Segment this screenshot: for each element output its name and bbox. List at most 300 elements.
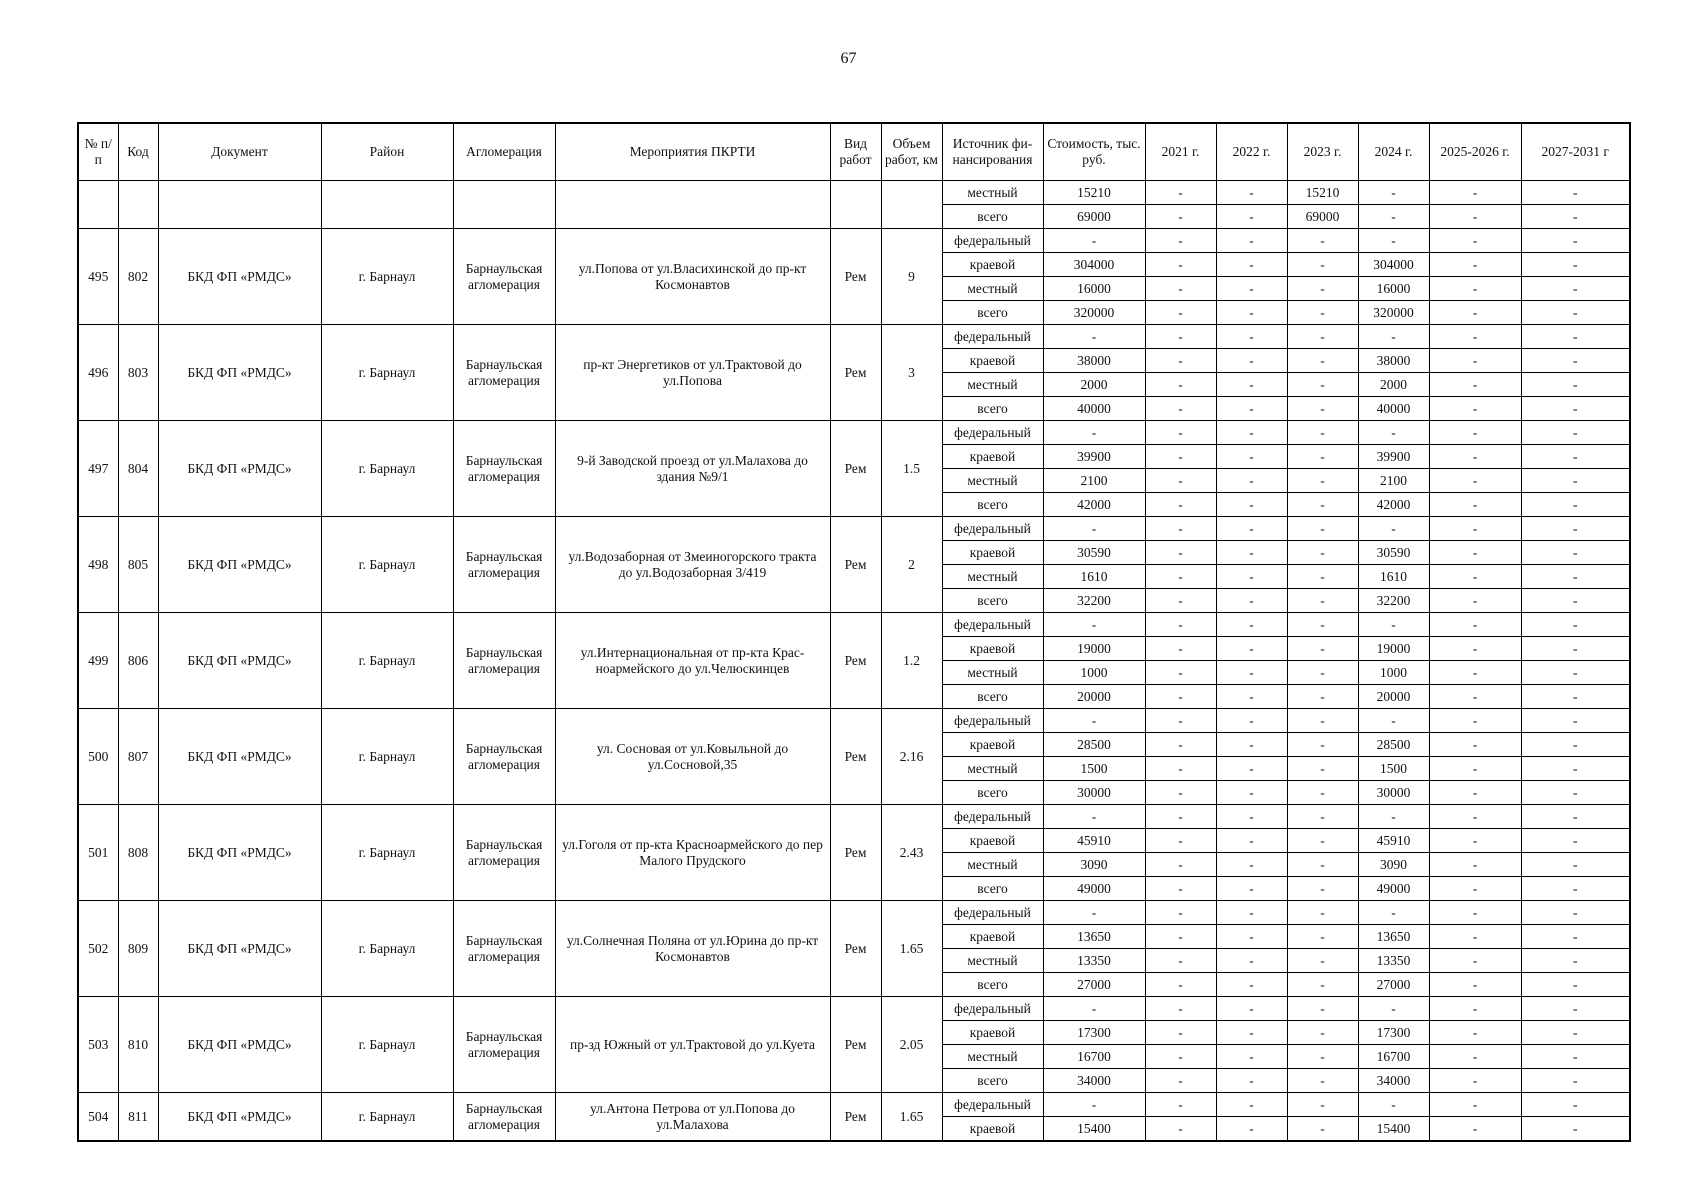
row-code: 811 [118, 1093, 158, 1142]
cell-year-2027-2031: - [1521, 949, 1630, 973]
row-district-empty [321, 181, 453, 229]
cell-year-2021: - [1145, 421, 1216, 445]
cell-year-2022: - [1216, 349, 1287, 373]
cell-cost: - [1043, 1093, 1145, 1117]
cell-year-2021: - [1145, 661, 1216, 685]
col-header-work-type: Вид работ [830, 123, 881, 181]
cell-year-2025-2026: - [1429, 661, 1521, 685]
cell-year-2025-2026: - [1429, 877, 1521, 901]
cell-year-2022: - [1216, 949, 1287, 973]
cell-cost: 38000 [1043, 349, 1145, 373]
cell-funding-source: краевой [942, 1117, 1043, 1142]
cell-cost: - [1043, 421, 1145, 445]
cell-year-2022: - [1216, 685, 1287, 709]
row-activity: 9-й Заводской проезд от ул.Малахова до здания №9/1 [555, 421, 830, 517]
cell-year-2021: - [1145, 997, 1216, 1021]
cell-year-2024: - [1358, 997, 1429, 1021]
cell-year-2025-2026: - [1429, 997, 1521, 1021]
table-row [78, 421, 1630, 445]
cell-cost: 28500 [1043, 733, 1145, 757]
cell-year-2023: - [1287, 1093, 1358, 1117]
row-number: 501 [78, 805, 118, 901]
row-work-type: Рем [830, 805, 881, 901]
row-work-type: Рем [830, 517, 881, 613]
cell-funding-source: федеральный [942, 517, 1043, 541]
row-activity: ул.Гоголя от пр-кта Красноармейского до пер Малого Прудского [555, 805, 830, 901]
cell-year-2021: - [1145, 757, 1216, 781]
cell-year-2021: - [1145, 397, 1216, 421]
cell-year-2023: - [1287, 373, 1358, 397]
cell-cost: 13650 [1043, 925, 1145, 949]
cell-cost: 16700 [1043, 1045, 1145, 1069]
cell-year-2022: - [1216, 997, 1287, 1021]
cell-funding-source: всего [942, 973, 1043, 997]
cell-year-2023: - [1287, 445, 1358, 469]
row-document: БКД ФП «РМДС» [158, 325, 321, 421]
cell-year-2024: 13650 [1358, 925, 1429, 949]
row-work-type: Рем [830, 997, 881, 1093]
cell-funding-source: краевой [942, 637, 1043, 661]
cell-year-2024: 15400 [1358, 1117, 1429, 1142]
cell-cost: - [1043, 613, 1145, 637]
cell-year-2022: - [1216, 541, 1287, 565]
cell-funding-source: всего [942, 685, 1043, 709]
cell-year-2025-2026: - [1429, 373, 1521, 397]
cell-year-2023: - [1287, 877, 1358, 901]
cell-year-2027-2031: - [1521, 685, 1630, 709]
cell-year-2023: - [1287, 613, 1358, 637]
cell-cost: 2000 [1043, 373, 1145, 397]
cell-year-2023: - [1287, 757, 1358, 781]
cell-year-2027-2031: - [1521, 397, 1630, 421]
cell-year-2022: - [1216, 517, 1287, 541]
cell-year-2025-2026: - [1429, 1117, 1521, 1142]
cell-funding-source: федеральный [942, 421, 1043, 445]
cell-year-2025-2026: - [1429, 205, 1521, 229]
cell-year-2021: - [1145, 781, 1216, 805]
cell-year-2024: - [1358, 517, 1429, 541]
cell-year-2023: - [1287, 589, 1358, 613]
cell-year-2024: 42000 [1358, 493, 1429, 517]
cell-year-2023: - [1287, 541, 1358, 565]
row-code: 806 [118, 613, 158, 709]
cell-year-2022: - [1216, 421, 1287, 445]
cell-year-2024: - [1358, 901, 1429, 925]
cell-funding-source: местный [942, 469, 1043, 493]
cell-year-2027-2031: - [1521, 853, 1630, 877]
row-district: г. Барнаул [321, 421, 453, 517]
row-district: г. Барнаул [321, 517, 453, 613]
cell-year-2023: - [1287, 301, 1358, 325]
cell-year-2021: - [1145, 541, 1216, 565]
cell-cost: 42000 [1043, 493, 1145, 517]
cell-year-2025-2026: - [1429, 253, 1521, 277]
cell-year-2024: - [1358, 181, 1429, 205]
cell-year-2025-2026: - [1429, 805, 1521, 829]
cell-year-2021: - [1145, 1021, 1216, 1045]
row-code: 807 [118, 709, 158, 805]
row-number: 499 [78, 613, 118, 709]
cell-year-2024: 2000 [1358, 373, 1429, 397]
cell-year-2022: - [1216, 901, 1287, 925]
cell-year-2021: - [1145, 229, 1216, 253]
cell-year-2024: 19000 [1358, 637, 1429, 661]
cell-funding-source: краевой [942, 1021, 1043, 1045]
cell-cost: 45910 [1043, 829, 1145, 853]
cell-year-2024: - [1358, 613, 1429, 637]
cell-year-2027-2031: - [1521, 1045, 1630, 1069]
cell-year-2027-2031: - [1521, 277, 1630, 301]
cell-year-2023: - [1287, 1117, 1358, 1142]
cell-year-2022: - [1216, 733, 1287, 757]
cell-year-2021: - [1145, 565, 1216, 589]
table-row [78, 709, 1630, 733]
cell-year-2025-2026: - [1429, 613, 1521, 637]
cell-funding-source: федеральный [942, 805, 1043, 829]
cell-year-2027-2031: - [1521, 1069, 1630, 1093]
cell-year-2023: - [1287, 565, 1358, 589]
cell-year-2021: - [1145, 1045, 1216, 1069]
cell-year-2027-2031: - [1521, 589, 1630, 613]
row-work-type: Рем [830, 229, 881, 325]
cell-funding-source: краевой [942, 349, 1043, 373]
cell-year-2022: - [1216, 373, 1287, 397]
row-code: 810 [118, 997, 158, 1093]
row-activity: ул.Солнечная Поляна от ул.Юрина до пр-кт Космонавтов [555, 901, 830, 997]
cell-year-2023: - [1287, 661, 1358, 685]
row-district: г. Барнаул [321, 613, 453, 709]
cell-year-2025-2026: - [1429, 589, 1521, 613]
cell-year-2023: - [1287, 853, 1358, 877]
cell-year-2025-2026: - [1429, 901, 1521, 925]
row-code: 802 [118, 229, 158, 325]
cell-year-2021: - [1145, 829, 1216, 853]
cell-cost: 34000 [1043, 1069, 1145, 1093]
cell-funding-source: всего [942, 781, 1043, 805]
cell-cost: - [1043, 517, 1145, 541]
page-number: 67 [840, 50, 857, 67]
cell-year-2022: - [1216, 925, 1287, 949]
row-district: г. Барнаул [321, 325, 453, 421]
cell-year-2022: - [1216, 1093, 1287, 1117]
cell-cost: 15400 [1043, 1117, 1145, 1142]
cell-year-2025-2026: - [1429, 565, 1521, 589]
cell-year-2022: - [1216, 829, 1287, 853]
cell-year-2024: 20000 [1358, 685, 1429, 709]
col-header-volume: Объем работ, км [881, 123, 942, 181]
row-work-type-empty [830, 181, 881, 229]
cell-year-2022: - [1216, 181, 1287, 205]
cell-year-2024: 30590 [1358, 541, 1429, 565]
cell-year-2022: - [1216, 205, 1287, 229]
cell-year-2023: - [1287, 421, 1358, 445]
row-agglomeration: Барнаульская агломерация [453, 229, 555, 325]
row-agglomeration-empty [453, 181, 555, 229]
cell-funding-source: местный [942, 757, 1043, 781]
col-header-2022: 2022 г. [1216, 123, 1287, 181]
table-row [78, 901, 1630, 925]
col-header-2023: 2023 г. [1287, 123, 1358, 181]
cell-year-2022: - [1216, 805, 1287, 829]
cell-year-2023: - [1287, 781, 1358, 805]
row-district: г. Барнаул [321, 709, 453, 805]
cell-year-2022: - [1216, 637, 1287, 661]
cell-year-2027-2031: - [1521, 253, 1630, 277]
cell-year-2021: - [1145, 877, 1216, 901]
row-district: г. Барнаул [321, 229, 453, 325]
table-row [78, 517, 1630, 541]
cell-year-2021: - [1145, 205, 1216, 229]
cell-year-2022: - [1216, 853, 1287, 877]
cell-year-2027-2031: - [1521, 637, 1630, 661]
row-volume: 2.43 [881, 805, 942, 901]
cell-funding-source: федеральный [942, 325, 1043, 349]
cell-cost: 16000 [1043, 277, 1145, 301]
cell-cost: 1000 [1043, 661, 1145, 685]
cell-year-2025-2026: - [1429, 757, 1521, 781]
row-district: г. Барнаул [321, 997, 453, 1093]
row-document: БКД ФП «РМДС» [158, 709, 321, 805]
cell-year-2025-2026: - [1429, 493, 1521, 517]
cell-year-2025-2026: - [1429, 973, 1521, 997]
cell-year-2025-2026: - [1429, 1021, 1521, 1045]
cell-cost: - [1043, 901, 1145, 925]
cell-year-2024: - [1358, 229, 1429, 253]
cell-funding-source: всего [942, 301, 1043, 325]
cell-year-2022: - [1216, 1021, 1287, 1045]
col-header-2025-2026: 2025-2026 г. [1429, 123, 1521, 181]
row-document: БКД ФП «РМДС» [158, 1093, 321, 1142]
cell-year-2021: - [1145, 349, 1216, 373]
cell-year-2021: - [1145, 373, 1216, 397]
cell-cost: 1500 [1043, 757, 1145, 781]
cell-year-2021: - [1145, 949, 1216, 973]
cell-funding-source: краевой [942, 253, 1043, 277]
cell-year-2021: - [1145, 685, 1216, 709]
cell-year-2022: - [1216, 1069, 1287, 1093]
cell-year-2024: 28500 [1358, 733, 1429, 757]
row-number: 497 [78, 421, 118, 517]
row-volume: 2.05 [881, 997, 942, 1093]
cell-year-2022: - [1216, 397, 1287, 421]
cell-funding-source: краевой [942, 733, 1043, 757]
cell-year-2024: - [1358, 421, 1429, 445]
cell-year-2024: 45910 [1358, 829, 1429, 853]
cell-year-2023: - [1287, 733, 1358, 757]
row-agglomeration: Барнаульская агломерация [453, 325, 555, 421]
cell-year-2022: - [1216, 1117, 1287, 1142]
cell-year-2027-2031: - [1521, 1117, 1630, 1142]
cell-year-2023: - [1287, 397, 1358, 421]
table-row [78, 805, 1630, 829]
cell-year-2027-2031: - [1521, 229, 1630, 253]
row-document: БКД ФП «РМДС» [158, 517, 321, 613]
row-code: 808 [118, 805, 158, 901]
cell-year-2027-2031: - [1521, 565, 1630, 589]
cell-year-2022: - [1216, 253, 1287, 277]
row-activity: пр-зд Южный от ул.Трактовой до ул.Куета [555, 997, 830, 1093]
table-row [78, 325, 1630, 349]
cell-year-2027-2031: - [1521, 517, 1630, 541]
cell-year-2024: 38000 [1358, 349, 1429, 373]
cell-year-2022: - [1216, 781, 1287, 805]
cell-funding-source: федеральный [942, 1093, 1043, 1117]
cell-cost: 32200 [1043, 589, 1145, 613]
cell-cost: 1610 [1043, 565, 1145, 589]
cell-year-2027-2031: - [1521, 781, 1630, 805]
row-document: БКД ФП «РМДС» [158, 421, 321, 517]
cell-year-2025-2026: - [1429, 949, 1521, 973]
cell-year-2024: 32200 [1358, 589, 1429, 613]
cell-year-2021: - [1145, 613, 1216, 637]
cell-funding-source: федеральный [942, 901, 1043, 925]
cell-year-2027-2031: - [1521, 997, 1630, 1021]
col-header-2021: 2021 г. [1145, 123, 1216, 181]
cell-year-2021: - [1145, 253, 1216, 277]
row-district: г. Барнаул [321, 901, 453, 997]
row-agglomeration: Барнаульская агломерация [453, 901, 555, 997]
cell-year-2023: - [1287, 829, 1358, 853]
row-agglomeration: Барнаульская агломерация [453, 997, 555, 1093]
cell-year-2027-2031: - [1521, 829, 1630, 853]
cell-year-2025-2026: - [1429, 829, 1521, 853]
cell-year-2023: - [1287, 1069, 1358, 1093]
cell-year-2027-2031: - [1521, 1021, 1630, 1045]
cell-year-2025-2026: - [1429, 181, 1521, 205]
cell-year-2023: - [1287, 517, 1358, 541]
cell-year-2021: - [1145, 925, 1216, 949]
row-agglomeration: Барнаульская агломерация [453, 613, 555, 709]
row-work-type: Рем [830, 709, 881, 805]
row-agglomeration: Барнаульская агломерация [453, 1093, 555, 1142]
row-code: 803 [118, 325, 158, 421]
cell-year-2025-2026: - [1429, 301, 1521, 325]
cell-year-2022: - [1216, 973, 1287, 997]
row-document: БКД ФП «РМДС» [158, 229, 321, 325]
row-work-type: Рем [830, 1093, 881, 1142]
cell-year-2024: 40000 [1358, 397, 1429, 421]
cell-funding-source: местный [942, 949, 1043, 973]
row-volume: 2.16 [881, 709, 942, 805]
row-activity: ул.Интернациональная от пр-кта Крас-ноармейского до ул.Челюскинцев [555, 613, 830, 709]
cell-year-2025-2026: - [1429, 853, 1521, 877]
cell-year-2021: - [1145, 1093, 1216, 1117]
row-code: 805 [118, 517, 158, 613]
cell-year-2022: - [1216, 445, 1287, 469]
cell-year-2027-2031: - [1521, 757, 1630, 781]
cell-year-2021: - [1145, 325, 1216, 349]
cell-year-2024: - [1358, 205, 1429, 229]
row-work-type: Рем [830, 325, 881, 421]
row-document: БКД ФП «РМДС» [158, 997, 321, 1093]
cell-funding-source: местный [942, 277, 1043, 301]
cell-year-2027-2031: - [1521, 421, 1630, 445]
header-row [78, 123, 1630, 181]
cell-year-2027-2031: - [1521, 181, 1630, 205]
row-activity: пр-кт Энергетиков от ул.Трактовой до ул.Попова [555, 325, 830, 421]
cell-year-2023: - [1287, 229, 1358, 253]
table-row [78, 997, 1630, 1021]
cell-funding-source: всего [942, 397, 1043, 421]
cell-cost: - [1043, 709, 1145, 733]
cell-year-2022: - [1216, 229, 1287, 253]
cell-year-2027-2031: - [1521, 1093, 1630, 1117]
cell-year-2023: 15210 [1287, 181, 1358, 205]
cell-year-2027-2031: - [1521, 469, 1630, 493]
cell-year-2021: - [1145, 973, 1216, 997]
row-volume: 2 [881, 517, 942, 613]
cell-year-2021: - [1145, 637, 1216, 661]
table-row [78, 1093, 1630, 1117]
cell-year-2024: 320000 [1358, 301, 1429, 325]
cell-year-2023: - [1287, 709, 1358, 733]
row-volume: 1.5 [881, 421, 942, 517]
cell-year-2024: 30000 [1358, 781, 1429, 805]
cell-year-2023: - [1287, 469, 1358, 493]
cell-cost: - [1043, 805, 1145, 829]
row-number: 504 [78, 1093, 118, 1142]
cell-year-2022: - [1216, 325, 1287, 349]
cell-funding-source: краевой [942, 829, 1043, 853]
cell-year-2024: - [1358, 805, 1429, 829]
cell-year-2027-2031: - [1521, 205, 1630, 229]
cell-year-2024: 27000 [1358, 973, 1429, 997]
cell-funding-source: всего [942, 493, 1043, 517]
cell-cost: 304000 [1043, 253, 1145, 277]
cell-year-2022: - [1216, 493, 1287, 517]
cell-year-2022: - [1216, 661, 1287, 685]
cell-cost: 13350 [1043, 949, 1145, 973]
table-body [78, 181, 1630, 1142]
cell-funding-source: местный [942, 1045, 1043, 1069]
cell-year-2027-2031: - [1521, 805, 1630, 829]
cell-year-2021: - [1145, 1069, 1216, 1093]
row-district: г. Барнаул [321, 805, 453, 901]
cell-year-2021: - [1145, 301, 1216, 325]
cell-cost: 27000 [1043, 973, 1145, 997]
row-activity: ул.Антона Петрова от ул.Попова до ул.Малахова [555, 1093, 830, 1142]
cell-year-2022: - [1216, 589, 1287, 613]
row-volume: 1.65 [881, 901, 942, 997]
cell-funding-source: местный [942, 661, 1043, 685]
cell-year-2024: - [1358, 709, 1429, 733]
cell-year-2021: - [1145, 445, 1216, 469]
cell-funding-source: всего [942, 205, 1043, 229]
cell-year-2027-2031: - [1521, 541, 1630, 565]
cell-year-2022: - [1216, 277, 1287, 301]
cell-cost: 19000 [1043, 637, 1145, 661]
cell-cost: - [1043, 997, 1145, 1021]
cell-cost: 30590 [1043, 541, 1145, 565]
cell-year-2023: - [1287, 805, 1358, 829]
cell-year-2023: - [1287, 925, 1358, 949]
table-row [78, 181, 1630, 205]
cell-year-2023: - [1287, 349, 1358, 373]
row-number: 496 [78, 325, 118, 421]
row-number: 495 [78, 229, 118, 325]
cell-cost: 2100 [1043, 469, 1145, 493]
cell-funding-source: федеральный [942, 709, 1043, 733]
cell-cost: 39900 [1043, 445, 1145, 469]
cell-year-2023: - [1287, 1045, 1358, 1069]
cell-year-2027-2031: - [1521, 325, 1630, 349]
row-activity: ул.Водозаборная от Змеиногорского тракта до ул.Водозаборная 3/419 [555, 517, 830, 613]
cell-year-2021: - [1145, 469, 1216, 493]
cell-cost: 3090 [1043, 853, 1145, 877]
row-activity: ул. Сосновая от ул.Ковыльной до ул.Сосновой,35 [555, 709, 830, 805]
cell-year-2027-2031: - [1521, 373, 1630, 397]
cell-year-2027-2031: - [1521, 445, 1630, 469]
